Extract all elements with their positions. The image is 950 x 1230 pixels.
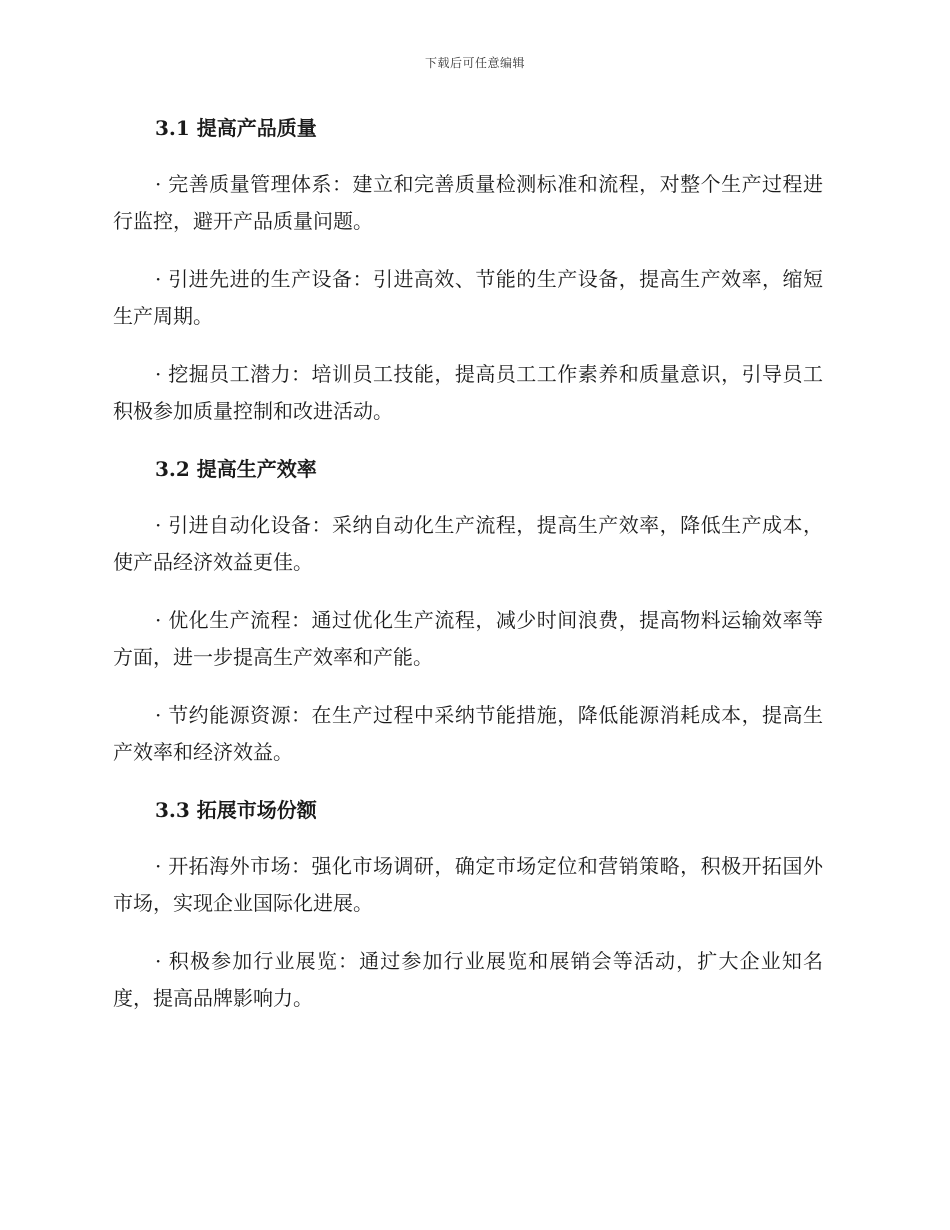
bullet-paragraph: · 优化生产流程：通过优化生产流程，减少时间浪费，提高物料运输效率等方面，进一步提高生产效率和产能。 [113, 608, 823, 669]
section-3-3 [113, 792, 823, 828]
bullet-paragraph: · 积极参加行业展览：通过参加行业展览和展销会等活动，扩大企业知名度，提高品牌影响力。 [113, 949, 823, 1010]
section-heading: 3.3 拓展市场份额 [155, 798, 317, 822]
header-note: 下载后可任意编辑 [424, 56, 525, 70]
section-heading: 3.2 提高生产效率 [155, 457, 317, 481]
section-3-1 [113, 110, 823, 146]
bullet-paragraph: · 引进自动化设备：采纳自动化生产流程，提高生产效率，降低生产成本，使产品经济效益更佳。 [113, 513, 823, 574]
bullet-paragraph: · 挖掘员工潜力：培训员工技能，提高员工工作素养和质量意识，引导员工积极参加质量控制和改进活动。 [113, 362, 823, 423]
section-heading: 3.1 提高产品质量 [155, 116, 317, 140]
paragraph-block [113, 602, 823, 676]
paragraph-block [113, 166, 823, 240]
bullet-paragraph: · 节约能源资源：在生产过程中采纳节能措施，降低能源消耗成本，提高生产效率和经济效益。 [113, 703, 823, 764]
section-3-2 [113, 451, 823, 487]
bullet-paragraph: · 引进先进的生产设备：引进高效、节能的生产设备，提高生产效率，缩短生产周期。 [113, 267, 823, 328]
paragraph-block [113, 356, 823, 430]
paragraph-block [113, 697, 823, 771]
bullet-paragraph: · 完善质量管理体系：建立和完善质量检测标准和流程，对整个生产过程进行监控，避开产品质量问题。 [113, 172, 823, 233]
paragraph-block [113, 261, 823, 335]
paragraph-block [113, 943, 823, 1017]
paragraph-block [113, 507, 823, 581]
bullet-paragraph: · 开拓海外市场：强化市场调研，确定市场定位和营销策略，积极开拓国外市场，实现企业国际化进展。 [113, 854, 823, 915]
document-body [113, 110, 823, 1038]
paragraph-block [113, 848, 823, 922]
